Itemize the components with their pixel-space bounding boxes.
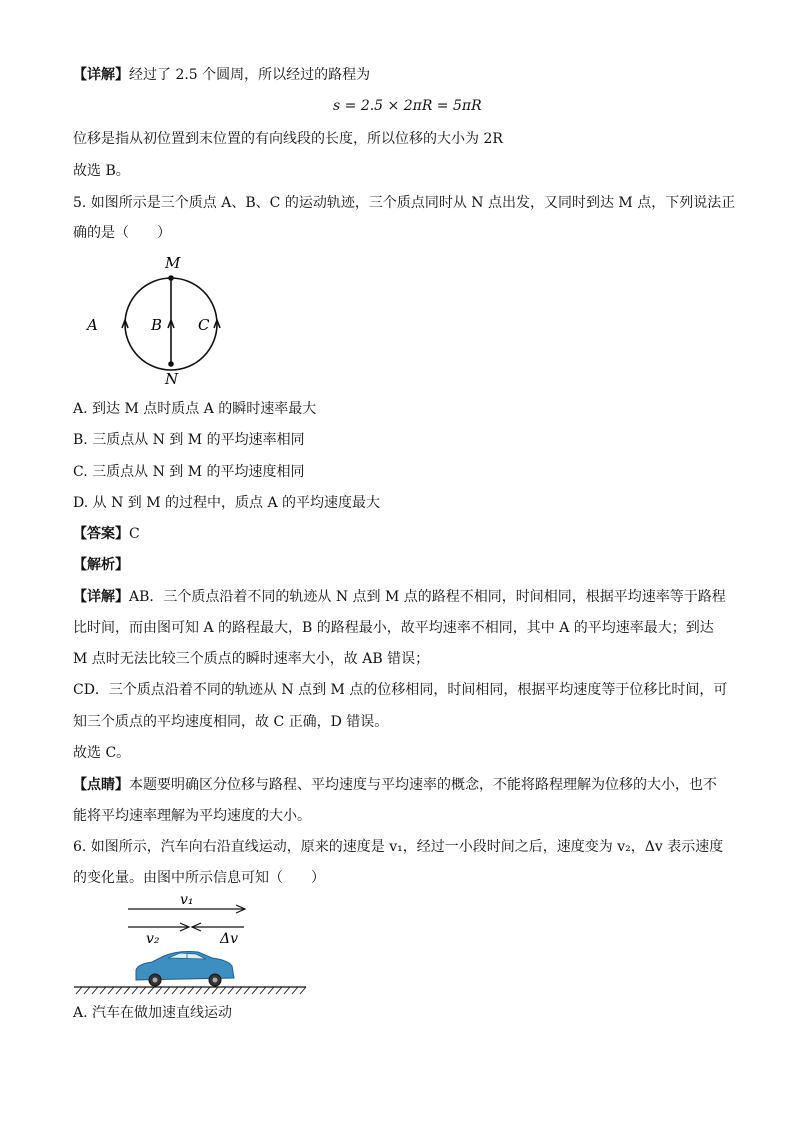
q5-option-b: B. 三质点从 N 到 M 的平均速率相同 [73,432,305,448]
q5-option-d: D. 从 N 到 M 的过程中，质点 A 的平均速度最大 [73,495,381,511]
q5-detail-2: 比时间，而由图可知 A 的路程最大，B 的路程最小，故平均速率不相同，其中 A 的平均速率最大；到达 [73,620,714,636]
label-a: A [87,316,98,334]
q5-detail-3: M 点时无法比较三个质点的瞬时速率大小，故 AB 错误； [73,651,430,667]
q5-option-a: A. 到达 M 点时质点 A 的瞬时速率最大 [73,401,317,417]
answer-value: C [129,526,140,542]
q5-choose: 故选 C。 [73,745,131,761]
answer-tag: 【答案】 [73,526,129,542]
detail-text: 经过了 2.5 个圆周，所以经过的路程为 [129,67,371,83]
q5-stem-1: 5. 如图所示是三个质点 A、B、C 的运动轨迹，三个质点同时从 N 点出发，又同时到达 M 点，下列说法正 [73,195,736,211]
q5-detail-1 [73,587,726,607]
q5-answer-line [73,524,140,544]
point-n [168,361,174,367]
q5-stem-2: 确的是（ ） [73,225,171,241]
q6-stem-2: 的变化量。由图中所示信息可知（ ） [73,870,325,886]
ground-hatch [76,987,306,994]
choose-line-prev: 故选 B。 [73,163,130,179]
car-icon [136,952,234,987]
label-m: M [165,254,181,272]
label-b: B [151,316,163,334]
label-dv: Δv [220,931,239,947]
detail-tag: 【详解】 [73,67,129,83]
label-c: C [198,316,210,334]
q5-analysis-tag [73,555,129,575]
q5-option-c: C. 三质点从 N 到 M 的平均速度相同 [73,464,305,480]
point-m [168,275,174,281]
label-v2: v₂ [146,931,160,947]
detail-tag: 【详解】 [73,589,129,605]
q6-stem-1: 6. 如图所示，汽车向右沿直线运动，原来的速度是 v₁，经过一小段时间之后，速度变为 v₂，Δv 表示速度 [73,839,724,855]
q6-option-a: A. 汽车在做加速直线运动 [73,1005,233,1021]
prev-detail-line [73,65,370,85]
label-v1: v₁ [180,892,194,908]
path-formula: s = 2.5 × 2πR = 5πR [333,98,482,114]
displacement-line: 位移是指从初位置到末位置的有向线段的长度，所以位移的大小为 2R [73,131,503,147]
q5-trajectory-figure [70,252,230,392]
analysis-tag: 【解析】 [73,557,129,573]
detail-text: AB．三个质点沿着不同的轨迹从 N 点到 M 点的路程不相同，时间相同，根据平均速率等于路程 [129,589,726,605]
q5-detail-5: 知三个质点的平均速度相同，故 C 正确，D 错误。 [73,714,389,730]
comment-text: 本题要明确区分位移与路程、平均速度与平均速率的概念，不能将路程理解为位移的大小，也不 [129,777,717,793]
label-n: N [165,370,179,388]
comment-tag: 【点睛】 [73,777,129,793]
q5-comment-1 [73,775,717,795]
q6-velocity-figure [70,890,315,998]
q5-detail-4: CD．三个质点沿着不同的轨迹从 N 点到 M 点的位移相同，时间相同，根据平均速度等于位移比时间，可 [73,682,728,698]
q5-comment-2: 能将平均速率理解为平均速度的大小。 [73,808,311,824]
